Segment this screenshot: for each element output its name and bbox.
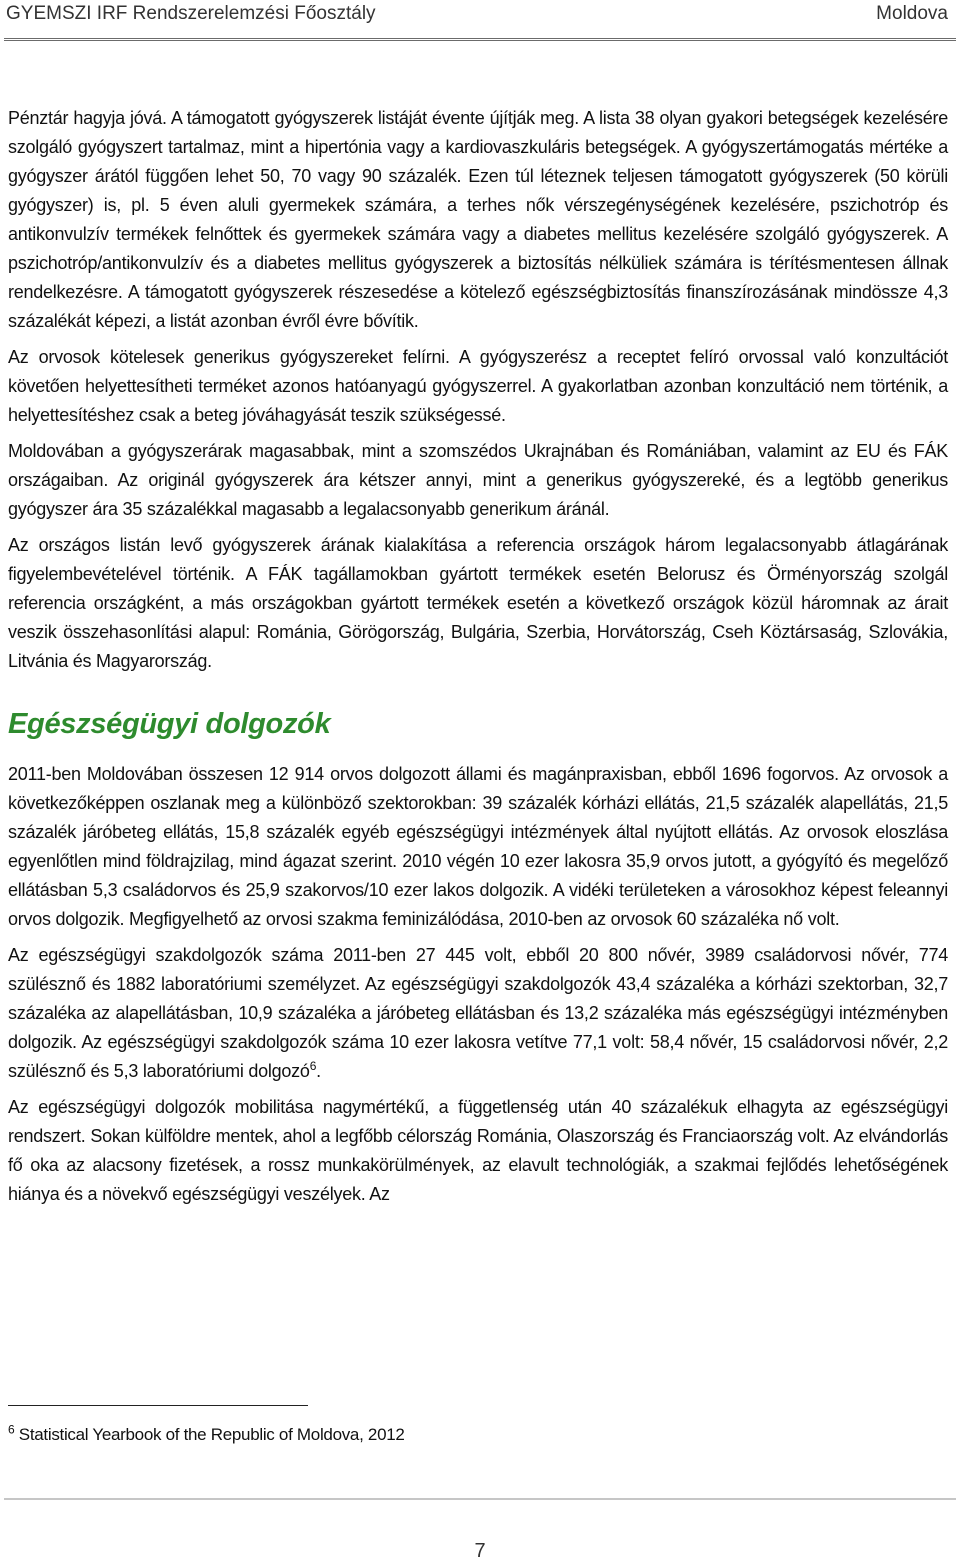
paragraph: Az egészségügyi dolgozók mobilitása nagymértékű, a függetlenség után 40 százalékuk elhagyta az egészségügyi rendszert. Sokan külföldre mentek, ahol a legfőbb célország Románia, Olaszország és Franciaország volt. Az elvándorlás fő oka az alacsony fizetések, a rossz munkakörülmények, az elavult technológiák, a szakmai fejlődés lehetőségének hiánya és a növekvő egészségügyi veszélyek. Az <box>8 1097 948 1204</box>
footnote-number: 6 <box>8 1422 15 1437</box>
section-heading: Egészségügyi dolgozók <box>8 708 331 740</box>
header-divider <box>4 38 956 41</box>
paragraph-end: . <box>316 1061 321 1081</box>
footnote-reference[interactable]: 6 <box>309 1059 317 1073</box>
page-header <box>0 0 960 34</box>
paragraph-text: Az egészségügyi szakdolgozók száma 2011-ben 27 445 volt, ebből 20 800 nővér, 3989 családorvosi nővér, 774 szülésznő és 1882 laboratóriumi személyzet. Az egészségügyi szakdolgozók 43,4 százaléka a kórházi szektorban, 32,7 százaléka az alapellátásban, 10,9 százaléka a járóbeteg ellátásban és 13,2 százaléka más egészségügyi intézményben dolgozik. Az egészségügyi szakdolgozók száma 10 ezer lakosra vetítve 77,1 volt: 58,4 nővér, 15 családorvosi nővér, 2,2 szülésznő és 5,3 laboratóriumi dolgozó <box>8 945 948 1081</box>
paragraph: Pénztár hagyja jóvá. A támogatott gyógyszerek listáját évente újítják meg. A lista 38 olyan gyakori betegségek kezelésére szolgáló gyógyszert tartalmaz, mint a hipertónia vagy a kardiovaszkuláris betegségek. A gyógyszertámogatás mértéke a gyógyszer árától függően lehet 50, 70 vagy 90 százalék. Ezen túl léteznek teljesen támogatott gyógyszerek (50 körüli gyógyszer) is, pl. 5 éven aluli gyermekek számára, a terhes nők vérszegénységének kezelésére, pszichotróp és antikonvulzív termékek felnőttek és gyermekek számára vagy a diabetes mellitus kezelésére szolgáló gyógyszerek. A pszichotróp/antikonvulzív és a diabetes mellitus gyógyszerek a biztosítás nélküliek számára is térítésmentesen állnak rendelkezésre. A támogatott gyógyszerek részesedése a kötelező egészségbiztosítás finanszírozásának mindössze 4,3 százalékát képezi, a listát azonban évről évre bővítik. <box>8 108 948 331</box>
paragraph: Az orvosok kötelesek generikus gyógyszereket felírni. A gyógyszerész a receptet felíró orvossal való konzultációt követően helyettesítheti terméket azonos hatóanyagú gyógyszerrel. A gyakorlatban azonban konzultáció nem történik, a helyettesítéshez csak a beteg jóváhagyását teszik szükségessé. <box>8 347 948 425</box>
paragraph: 2011-ben Moldovában összesen 12 914 orvos dolgozott állami és magánpraxisban, ebből 1696 fogorvos. Az orvosok a következőképpen oszlanak meg a különböző szektorokban: 39 százalék kórházi ellátás, 21,5 százalék alapellátás, 21,5 százalék járóbeteg ellátás, 15,8 százalék egyéb egészségügyi intézmények által nyújtott ellátás. Az orvosok eloszlása egyenlőtlen mind földrajzilag, mind ágazat szerint. 2010 végén 10 ezer lakosra 35,9 orvos jutott, a gyógyító és megelőző ellátásban 5,3 családorvos és 25,9 szakorvos/10 ezer lakos dolgozik. A vidéki területeken a városokhoz képest feleannyi orvos dolgozik. Megfigyelhető az orvosi szakma feminizálódása, 2010-ben az orvosok 60 százaléka nő volt. <box>8 764 948 929</box>
header-country: Moldova <box>876 3 948 24</box>
header-organization: GYEMSZI IRF Rendszerelemzési Főosztály <box>6 3 376 24</box>
page-number: 7 <box>474 1540 486 1562</box>
paragraph <box>8 941 948 1086</box>
footnote-divider <box>8 1405 308 1406</box>
footer-divider <box>4 1498 956 1500</box>
footnote-text: Statistical Yearbook of the Republic of Moldova, 2012 <box>14 1425 405 1444</box>
footnote <box>8 1422 405 1445</box>
document-body <box>8 104 948 1216</box>
paragraph: Moldovában a gyógyszerárak magasabbak, mint a szomszédos Ukrajnában és Romániában, valamint az EU és FÁK országaiban. Az originál gyógyszerek ára kétszer annyi, mint a generikus gyógyszereké, és a legtöbb generikus gyógyszer ára 35 százalékkal magasabb a legalacsonyabb generikum áránál. <box>8 441 948 519</box>
paragraph: Az országos listán levő gyógyszerek árának kialakítása a referencia országok három legalacsonyabb átlagárának figyelembevételével történik. A FÁK tagállamokban gyártott termékek esetén Belorusz és Örményország szolgál referencia országként, a más országokban gyártott termékek esetén a következő országok közül háromnak az árait veszik összehasonlítási alapul: Románia, Görögország, Bulgária, Szerbia, Horvátország, Cseh Köztársaság, Szlovákia, Litvánia és Magyarország. <box>8 535 948 671</box>
